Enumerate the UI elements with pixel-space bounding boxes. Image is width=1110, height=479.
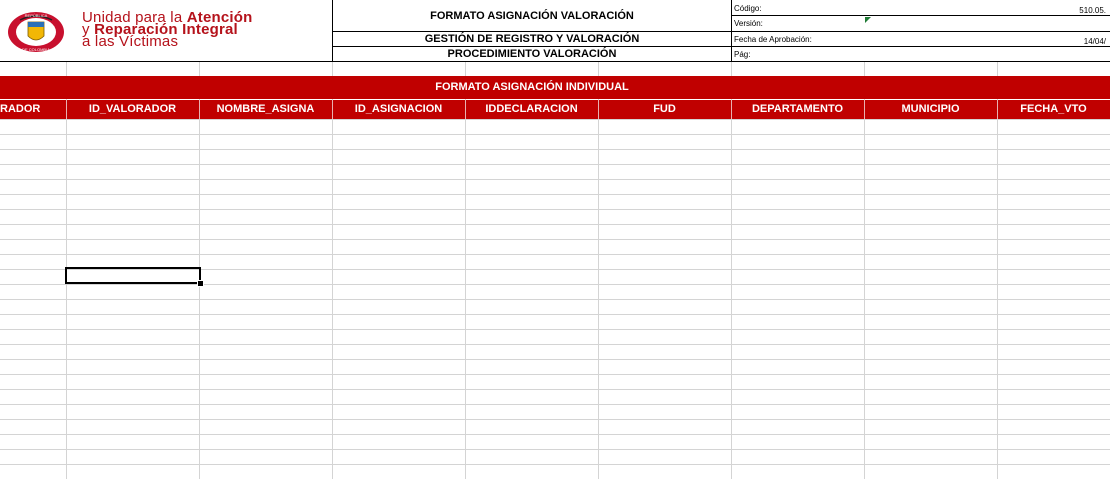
column-gridline [332,62,333,479]
row-gridline [0,224,1110,225]
row-gridline [0,179,1110,180]
row-gridline [0,209,1110,210]
column-header-nombre-asigna[interactable]: NOMBRE_ASIGNA [216,103,315,115]
colombia-coat-of-arms-icon [6,10,68,56]
process-title: GESTIÓN DE REGISTRO Y VALORACIÓN [424,33,640,45]
row-gridline [0,434,1110,435]
selected-cell[interactable] [65,267,201,284]
column-header-rador[interactable]: RADOR [0,103,41,115]
row-gridline [0,389,1110,390]
header-bottom-border [0,61,1110,62]
row-gridline [0,284,1110,285]
row-gridline [0,239,1110,240]
org-line-1-bold: Atención [186,9,253,26]
header-title-separator [332,31,732,32]
column-header-separator [997,100,998,119]
column-gridline [598,62,599,479]
row-gridline [0,254,1110,255]
fecha-aprobacion-label: Fecha de Aprobación: [734,35,812,44]
seal-text-bottom: DE COLOMBIA [22,47,50,52]
column-header-separator [465,100,466,119]
row-gridline [0,419,1110,420]
row-gridline [0,314,1110,315]
column-header-id-valorador[interactable]: ID_VALORADOR [88,103,177,115]
column-header-separator [332,100,333,119]
row-gridline [0,329,1110,330]
fill-handle[interactable] [197,280,204,287]
org-line-3-normal: a las Víctimas [82,33,179,50]
org-line-2-bold: Reparación Integral [94,21,238,38]
column-header-departamento[interactable]: DEPARTAMENTO [751,103,844,115]
column-header-separator [731,100,732,119]
comment-indicator-icon [865,17,871,23]
pag-label: Pág: [734,50,751,59]
meta-separator-3 [731,46,1110,47]
procedure-title: PROCEDIMIENTO VALORACIÓN [447,48,617,60]
meta-separator-2 [731,31,1110,32]
row-gridline [0,449,1110,450]
row-gridline [0,359,1110,360]
column-header-fud[interactable]: FUD [653,103,676,115]
column-header-iddeclaracion[interactable]: IDDECLARACION [485,103,578,115]
row-gridline [0,134,1110,135]
org-line-1-normal: Unidad para la [82,9,187,26]
column-gridline [731,62,732,479]
row-gridline [0,149,1110,150]
org-line-2-normal: y [82,21,95,38]
column-header-separator [66,100,67,119]
row-gridline [0,194,1110,195]
column-header-separator [199,100,200,119]
document-title: FORMATO ASIGNACIÓN VALORACIÓN [430,10,634,22]
column-header-fecha-vto[interactable]: FECHA_VTO [1020,103,1087,115]
seal-text-top: REPÚBLICA [24,13,48,18]
organization-name [82,9,253,50]
header-title-separator-2 [332,46,732,47]
row-gridline [0,374,1110,375]
column-header-municipio[interactable]: MUNICIPIO [901,103,960,115]
row-gridline [0,464,1110,465]
column-gridline [997,62,998,479]
organization-logo [6,10,266,56]
row-gridline [0,404,1110,405]
column-gridline [864,62,865,479]
section-banner [0,76,1110,99]
row-gridline [0,119,1110,120]
row-gridline [0,299,1110,300]
fecha-aprobacion-value[interactable]: 14/04/ [1083,37,1106,46]
column-header-separator [864,100,865,119]
column-header-id-asignacion[interactable]: ID_ASIGNACION [354,103,443,115]
row-gridline [0,344,1110,345]
meta-separator-1 [731,15,1110,16]
codigo-value[interactable]: 510.05. [1079,6,1106,15]
codigo-label: Código: [734,4,762,13]
version-label: Versión: [734,19,763,28]
column-gridline [465,62,466,479]
section-title: FORMATO ASIGNACIÓN INDIVIDUAL [435,81,629,93]
row-gridline [0,164,1110,165]
column-header-separator [598,100,599,119]
